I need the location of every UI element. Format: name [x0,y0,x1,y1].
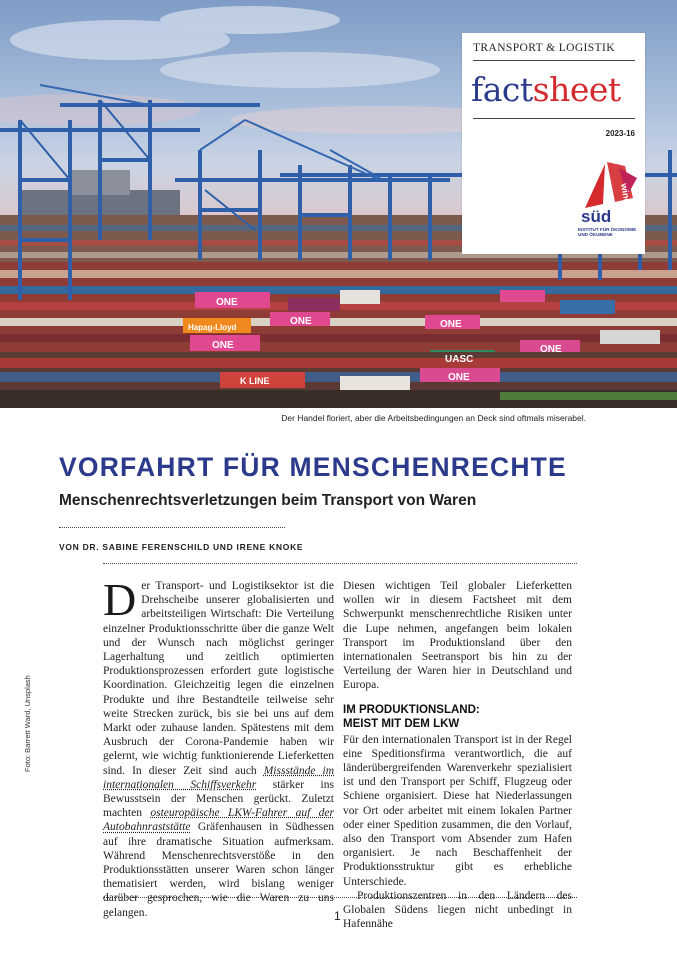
container-label-hapag: Hapag-Lloyd [188,323,237,332]
section-heading [343,703,572,731]
page-number: 1 [334,909,341,923]
clouds [0,6,530,134]
container-label-one-5: ONE [448,372,470,383]
container-label-one-6: ONE [540,344,562,355]
card-title-fact: fact [471,70,533,109]
dotted-divider-top [59,527,285,528]
card-topic: TRANSPORT & LOGISTIK [473,42,615,54]
intro-text-a: er Transport- und Logistiksektor ist die Drehscheibe unserer globalisierten und arbeitsteiligen Wirtschaft: Die Verteilung einzelner Produktionsschritte über die ganze Welt und der Wunsch nach möglichst geringer Lagerhaltung und zeitlich optimierten Produktionsprozessen erfordert gute logistische Koordination. Gleichzeitig legen die einzelnen Produkte und ihre Bestandteile teilweise sehr weite Strecken zurück, bis sie bei uns auf dem Markt oder zuhause landen. Spätestens mit dem Ausbruch der Corona-Pandemie haben wir gelernt, wie wichtig funktionierende Lieferketten sind. In dieser Zeit sind auch [103,580,334,777]
container-stacks-front [0,352,677,408]
card-title-sheet: sheet [532,70,621,109]
container-stacks-mid [0,262,677,366]
link-schiffsverkehr[interactable]: Missstände im internationalen Schiffsverkehr [103,764,335,791]
svg-text:wind: wind [619,182,633,205]
container-label-uasc: UASC [445,354,474,365]
drop-cap: D [103,574,137,625]
card-top-rule [473,60,635,61]
link-lkw-fahrer[interactable]: osteuropäische LKW-Fahrer auf der Autobahnraststätte [103,807,334,834]
logo-subtext: INSTITUT FÜR ÖKONOMIE UND ÖKUMENE [578,227,637,238]
dotted-divider-bottom [103,897,577,898]
photo-caption: Der Handel floriert, aber die Arbeitsbedingungen an Deck sind oftmals miserabel. [281,413,586,423]
container-label-one-3: ONE [290,316,312,327]
container-label-one-1: ONE [216,297,238,308]
paragraph-factsheet-scope: Diesen wichtigen Teil globaler Lieferketten wollen wir in diesem Factsheet mit dem Schwerpunkt menschenrechtliche Risiken unter die Lupe nehmen, angefangen beim lokalen Transport im Produktionsland über den internationalen Seetransport bis hin zu der Verteilung der Waren hier in Deutschland und Europa. [343,580,572,692]
intro-paragraph [103,574,335,920]
container-label-kline: K LINE [240,376,270,386]
article-subheadline: Menschenrechtsverletzungen beim Transport von Waren [59,492,477,509]
container-label-one-2: ONE [212,340,234,351]
card-issue-number: 2023-16 [605,129,635,138]
paragraph-produktionszentren: Produktionszentren in den Ländern des Globalen Südens liegen nicht unbedingt in Hafennähe [343,889,572,931]
body-column-2 [343,579,572,931]
body-column-1 [103,574,335,920]
section-heading-line1: IM PRODUKTIONSLAND: [343,703,480,716]
svg-text:süd: süd [581,207,612,226]
photo-credit: Foto: Barrett Ward, Unsplash [23,675,32,772]
article-byline: VON DR. SABINE FERENSCHILD UND IRENE KNOKE [59,542,304,552]
article-headline: VORFAHRT FÜR MENSCHENRECHTE [59,452,567,482]
section-heading-line2: MEIST MIT DEM LKW [343,717,460,730]
card-title [471,70,621,109]
card-mid-rule [473,118,635,119]
factsheet-card [462,33,645,254]
paragraph-spedition: Für den internationalen Transport ist in der Regel eine Speditionsfirma verantwortlich, die auf länderübergreifenden Warenverkehr spezialisiert ist und den Transport per Schiff, Flugzeug oder Schiene organisiert. Diese hat Niederlassungen vor Ort oder arbeitet mit einem lokalen Partner oder einer Spedition zusammen, die den Vorlauf, also den Transport vom Absender zum Hafen organisiert. Je nach Beschaffenheit der Produktionsstruktur gibt es erhebliche Unterschiede. [343,733,572,888]
intro-text-c: Gräfenhausen in Südhessen auf ihre dramatische Situation aufmerksam. Während Menschenrechtsverstöße in den Produktionsstätten unserer Waren schon länger thematisiert werden, wird bislang weniger darüber gesprochen, wie die Waren zu uns gelangen. [103,821,334,919]
dotted-divider-body [103,563,577,564]
intro-text-b: stärker ins Bewusstsein der Menschen gerückt. Zuletzt machten [103,778,334,820]
container-label-one-4: ONE [440,319,462,330]
